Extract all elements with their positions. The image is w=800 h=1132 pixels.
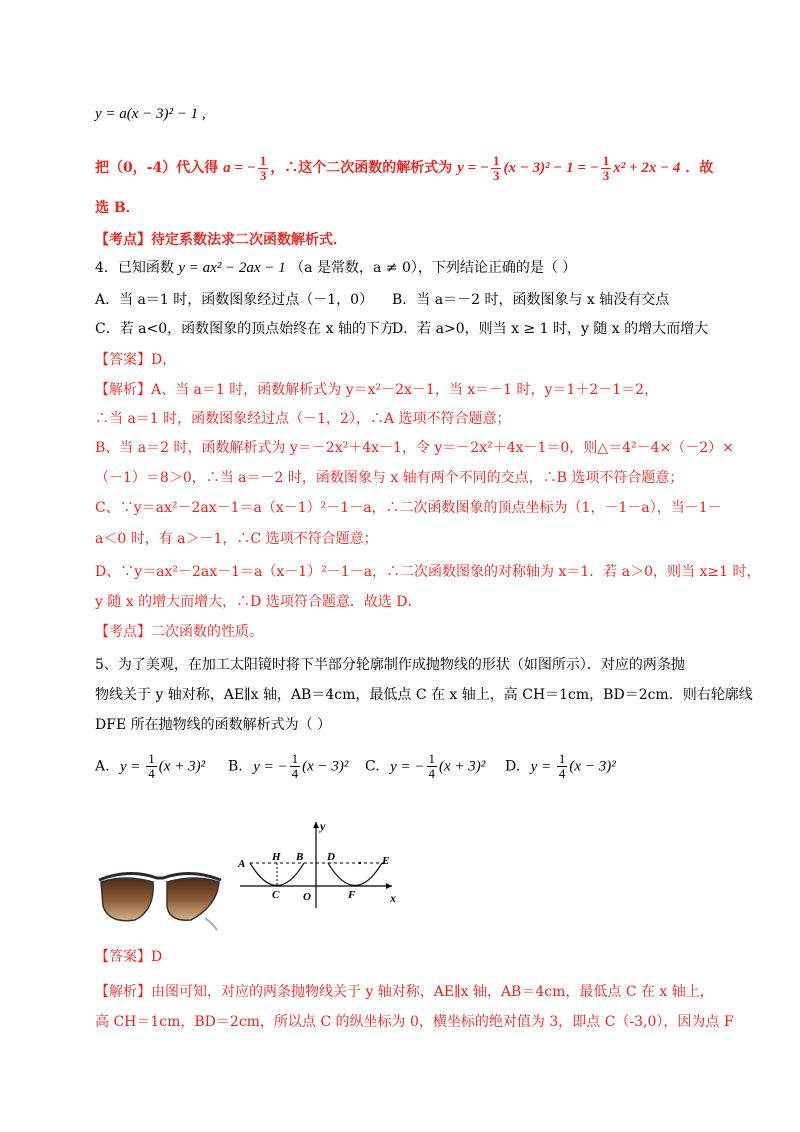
text-segment: 4．已知函数	[95, 260, 174, 276]
q5-option-b: B. y = − $\frac{1}{4}$ (x − 3)²	[228, 751, 349, 781]
label-x: x	[390, 891, 396, 905]
analysis-line: 【解析】由图可知，对应的两条抛物线关于 y 轴对称，AE∥x 轴，AB＝4cm，最低点 C 在 x 轴上，	[95, 984, 714, 1000]
option-letter: C.	[365, 758, 380, 775]
option-d: D．若 a>0，则当 x ≥ 1 时，y 随 x 的增大而增大	[392, 321, 709, 337]
label-d: D	[327, 851, 335, 863]
analysis-line: （－1）＝8＞0，∴当 a＝－2 时，函数图象与 x 轴有两个不同的交点，∴B 选项不符合题意；	[95, 470, 684, 486]
fraction: $\frac{1}{3}$	[259, 152, 267, 183]
analysis-line: B、当 a＝2 时，函数解析式为 y＝－2x²＋4x－1，令 y＝－2x²＋4x－1＝0，则△＝4²－4×（－2）×	[95, 440, 734, 456]
sunglasses-image	[95, 862, 225, 934]
label-a: A	[238, 858, 246, 870]
answer-label: 【答案】D，	[95, 352, 177, 368]
analysis-line: C、∵y＝ax²－2ax－1＝a（x－1）²－1－a，∴二次函数图象的顶点坐标为（1，－1－a），当－1－	[95, 500, 722, 516]
q5-option-d: D. y = $\frac{1}{4}$ (x − 3)²	[505, 751, 616, 781]
label-b: B	[296, 851, 304, 863]
right-parabola	[328, 863, 382, 886]
question-5-stem: 物线关于 y 轴对称，AE∥x 轴，AB＝4cm，最低点 C 在 x 轴上，高 CH＝1cm，BD＝2cm．则右轮廓线	[95, 687, 753, 703]
answer-choice-line: 选 B．	[95, 200, 140, 216]
option-letter: B.	[228, 758, 243, 775]
label-f: F	[348, 889, 356, 901]
parabola-diagram	[230, 818, 400, 910]
math-segment: y = ax² − 2ax − 1	[178, 260, 286, 276]
fraction: $\frac{1}{3}$	[492, 152, 500, 183]
math-segment: y = −	[457, 160, 489, 176]
option-c: C．若 a<0，函数图象的顶点始终在 x 轴的下方	[95, 321, 394, 337]
text-segment: ．故	[685, 160, 714, 176]
option-letter: A.	[95, 758, 110, 775]
formula-line: y = a(x − 3)² − 1 ,	[95, 106, 206, 122]
fraction: $\frac{1}{3}$	[602, 152, 610, 183]
substitution-line	[95, 150, 713, 186]
text-segment: 把（0，-4）代入得	[95, 160, 219, 176]
question-4-stem	[95, 258, 576, 278]
label-e: E	[382, 855, 390, 867]
question-5-stem: 5、为了美观，在加工太阳镜时将下半部分轮廓制作成抛物线的形状（如图所示）．对应的两条抛	[95, 657, 685, 673]
math-segment: (x − 3)² − 1 = −	[503, 160, 599, 176]
math-segment: a = −	[223, 160, 256, 176]
option-a: A．当 a＝1 时，函数图象经过点（－1，0）	[95, 292, 374, 308]
q5-option-a: A. y = $\frac{1}{4}$ (x + 3)²	[95, 751, 206, 781]
text-segment: （a 是常数，a ≠ 0），下列结论正确的是（ ）	[290, 260, 577, 276]
answer-label: 【答案】D	[95, 949, 163, 965]
analysis-line: y 随 x 的增大而增大，∴D 选项符合题意．故选 D．	[95, 594, 422, 610]
text-segment: ，∴这个二次函数的解析式为	[270, 160, 453, 176]
label-c: C	[272, 889, 280, 901]
knowledge-point: 【考点】待定系数法求二次函数解析式．	[95, 232, 347, 248]
analysis-line: ∴当 a＝1 时，函数图象经过点（－1，2），∴A 选项不符合题意；	[95, 411, 511, 427]
analysis-line: 【解析】A、当 a＝1 时，函数解析式为 y＝x²－2x－1，当 x＝－1 时，y＝1＋2－1＝2，	[95, 382, 659, 398]
question-5-stem: DFE 所在抛物线的函数解析式为（ ）	[95, 717, 332, 733]
label-y: y	[320, 819, 326, 833]
knowledge-point: 【考点】二次函数的性质。	[95, 624, 263, 640]
label-o: O	[303, 891, 311, 903]
analysis-line: a＜0 时，有 a＞－1，∴C 选项不符合题意；	[95, 531, 378, 547]
math-segment: x² + 2x − 4	[613, 160, 681, 176]
analysis-line: D、∵y＝ax²－2ax－1＝a（x－1）²－1－a，∴二次函数图象的对称轴为 x＝1．若 a＞0，则当 x≥1 时，	[95, 564, 761, 580]
left-parabola	[250, 863, 304, 886]
option-letter: D.	[505, 758, 521, 775]
q5-option-c: C. y = − $\frac{1}{4}$ (x + 3)²	[365, 751, 486, 781]
option-b: B．当 a＝－2 时，函数图象与 x 轴没有交点	[392, 292, 670, 308]
label-h: H	[272, 851, 281, 863]
analysis-line: 高 CH＝1cm，BD＝2cm，所以点 C 的纵坐标为 0，横坐标的绝对值为 3，即点 C（-3,0），因为点 F	[95, 1014, 734, 1030]
